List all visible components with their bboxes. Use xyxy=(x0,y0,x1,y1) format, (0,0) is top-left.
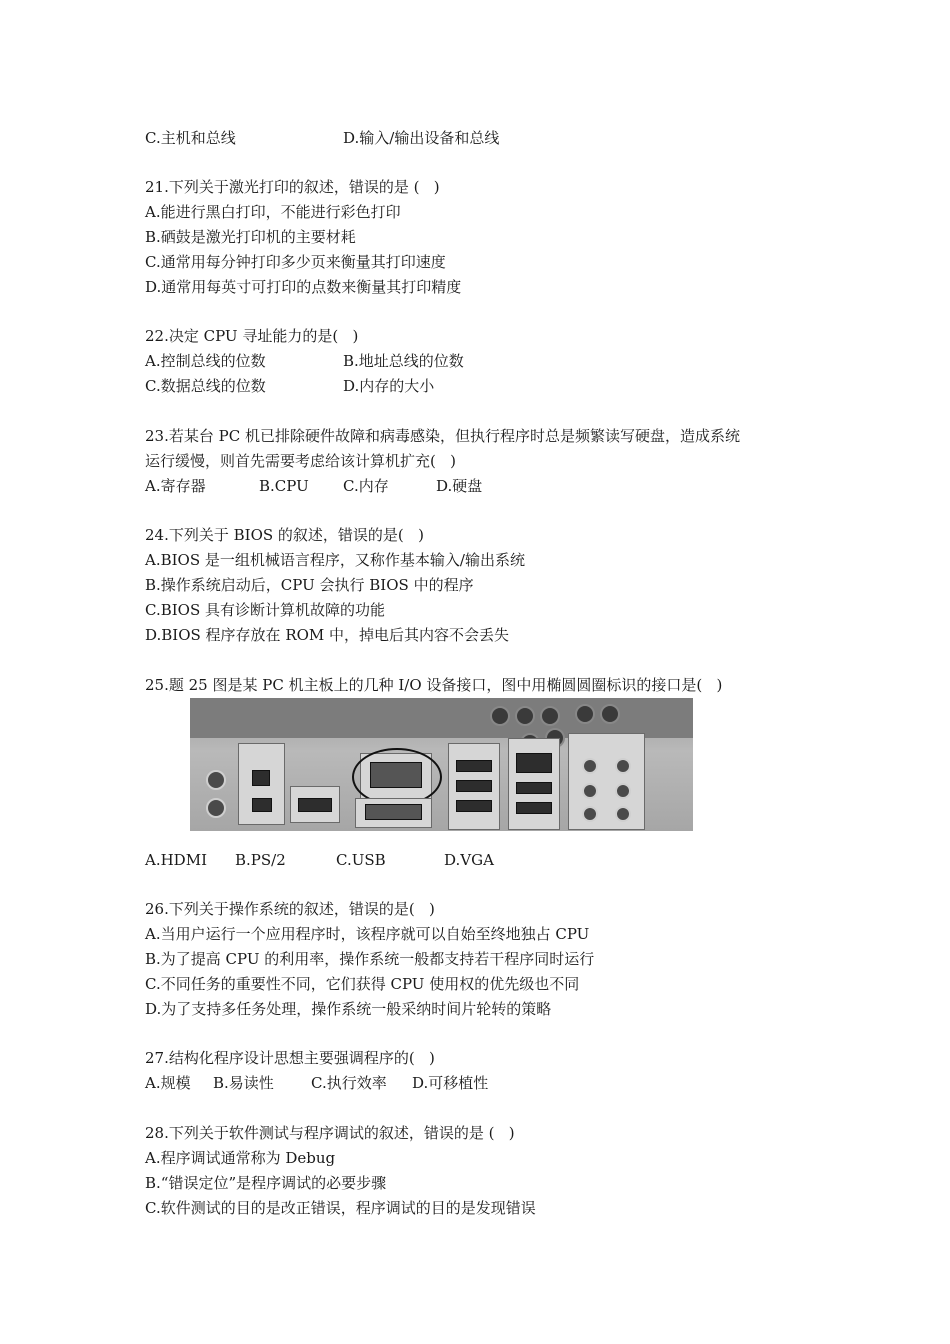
capacitor xyxy=(490,706,510,726)
q23-option-b: B.CPU xyxy=(259,477,309,495)
q22-option-d: D.内存的大小 xyxy=(343,377,435,395)
q24-option-a: A.BIOS 是一组机械语言程序，又称作基本输入/输出系统 xyxy=(145,551,525,569)
q28-option-a: A.程序调试通常称为 Debug xyxy=(145,1149,336,1167)
q24-option-b: B.操作系统启动后，CPU 会执行 BIOS 中的程序 xyxy=(145,576,474,594)
usb-port xyxy=(516,782,552,794)
audio-jack xyxy=(582,806,598,822)
audio-jack xyxy=(615,806,631,822)
lan-port xyxy=(516,753,552,773)
usb-port xyxy=(516,802,552,814)
q28-option-b: B.“错误定位”是程序调试的必要步骤 xyxy=(145,1174,387,1192)
q25-option-b: B.PS/2 xyxy=(235,851,286,869)
q21-stem: 21.下列关于激光打印的叙述，错误的是 ( ) xyxy=(145,178,440,196)
q22-stem: 22.决定 CPU 寻址能力的是( ) xyxy=(145,327,359,345)
capacitor xyxy=(515,706,535,726)
q27-option-d: D.可移植性 xyxy=(412,1074,489,1092)
q21-option-c: C.通常用每分钟打印多少页来衡量其打印速度 xyxy=(145,253,446,271)
q23-stem-line1: 23.若某台 PC 机已排除硬件故障和病毒感染，但执行程序时总是频繁读写硬盘，造成系统 xyxy=(145,427,740,445)
port xyxy=(252,798,272,812)
q27-option-b: B.易读性 xyxy=(213,1074,274,1092)
q26-stem: 26.下列关于操作系统的叙述，错误的是( ) xyxy=(145,900,435,918)
capacitor xyxy=(540,706,560,726)
q23-option-c: C.内存 xyxy=(343,477,389,495)
q25-option-a: A.HDMI xyxy=(145,851,207,869)
q23-stem-line2: 运行缓慢，则首先需要考虑给该计算机扩充( ) xyxy=(145,452,457,470)
q26-option-c: C.不同任务的重要性不同，它们获得 CPU 使用权的优先级也不同 xyxy=(145,975,580,993)
q26-option-a: A.当用户运行一个应用程序时，该程序就可以自始至终地独占 CPU xyxy=(145,925,590,943)
q20-option-d: D.输入/输出设备和总线 xyxy=(343,129,500,147)
usb-port xyxy=(456,780,492,792)
q28-stem: 28.下列关于软件测试与程序调试的叙述，错误的是 ( ) xyxy=(145,1124,515,1142)
q24-stem: 24.下列关于 BIOS 的叙述，错误的是( ) xyxy=(145,526,424,544)
hdmi-port xyxy=(298,798,332,812)
capacitor xyxy=(600,704,620,724)
port xyxy=(252,770,270,786)
q22-option-b: B.地址总线的位数 xyxy=(343,352,464,370)
q27-stem: 27.结构化程序设计思想主要强调程序的( ) xyxy=(145,1049,435,1067)
audio-jack xyxy=(582,783,598,799)
ps2-port xyxy=(206,798,226,818)
q28-option-c: C.软件测试的目的是改正错误，程序调试的目的是发现错误 xyxy=(145,1199,536,1217)
q22-option-a: A.控制总线的位数 xyxy=(145,352,266,370)
capacitor xyxy=(575,704,595,724)
q25-option-d: D.VGA xyxy=(444,851,494,869)
q26-option-b: B.为了提高 CPU 的利用率，操作系统一般都支持若干程序同时运行 xyxy=(145,950,595,968)
ps2-port xyxy=(206,770,226,790)
audio-jack xyxy=(582,758,598,774)
audio-jack xyxy=(615,783,631,799)
q25-stem: 25.题 25 图是某 PC 机主板上的几种 I/O 设备接口，图中用椭圆圆圈标识的接口是( ) xyxy=(145,676,723,694)
motherboard-io-ports-image xyxy=(190,698,693,831)
q22-option-c: C.数据总线的位数 xyxy=(145,377,266,395)
q21-option-d: D.通常用每英寸可打印的点数来衡量其打印精度 xyxy=(145,278,462,296)
usb-port xyxy=(456,760,492,772)
q24-option-d: D.BIOS 程序存放在 ROM 中，掉电后其内容不会丢失 xyxy=(145,626,510,644)
q27-option-a: A.规模 xyxy=(145,1074,191,1092)
q24-option-c: C.BIOS 具有诊断计算机故障的功能 xyxy=(145,601,386,619)
q27-option-c: C.执行效率 xyxy=(311,1074,387,1092)
q25-option-c: C.USB xyxy=(336,851,386,869)
q21-option-b: B.硒鼓是激光打印机的主要材耗 xyxy=(145,228,356,246)
dvi-port xyxy=(365,804,422,820)
q20-option-c: C.主机和总线 xyxy=(145,129,236,147)
q23-option-d: D.硬盘 xyxy=(436,477,483,495)
audio-panel xyxy=(568,733,645,830)
usb-port xyxy=(456,800,492,812)
audio-jack xyxy=(615,758,631,774)
q23-option-a: A.寄存器 xyxy=(145,477,206,495)
q21-option-a: A.能进行黑白打印，不能进行彩色打印 xyxy=(145,203,401,221)
q26-option-d: D.为了支持多任务处理，操作系统一般采纳时间片轮转的策略 xyxy=(145,1000,552,1018)
